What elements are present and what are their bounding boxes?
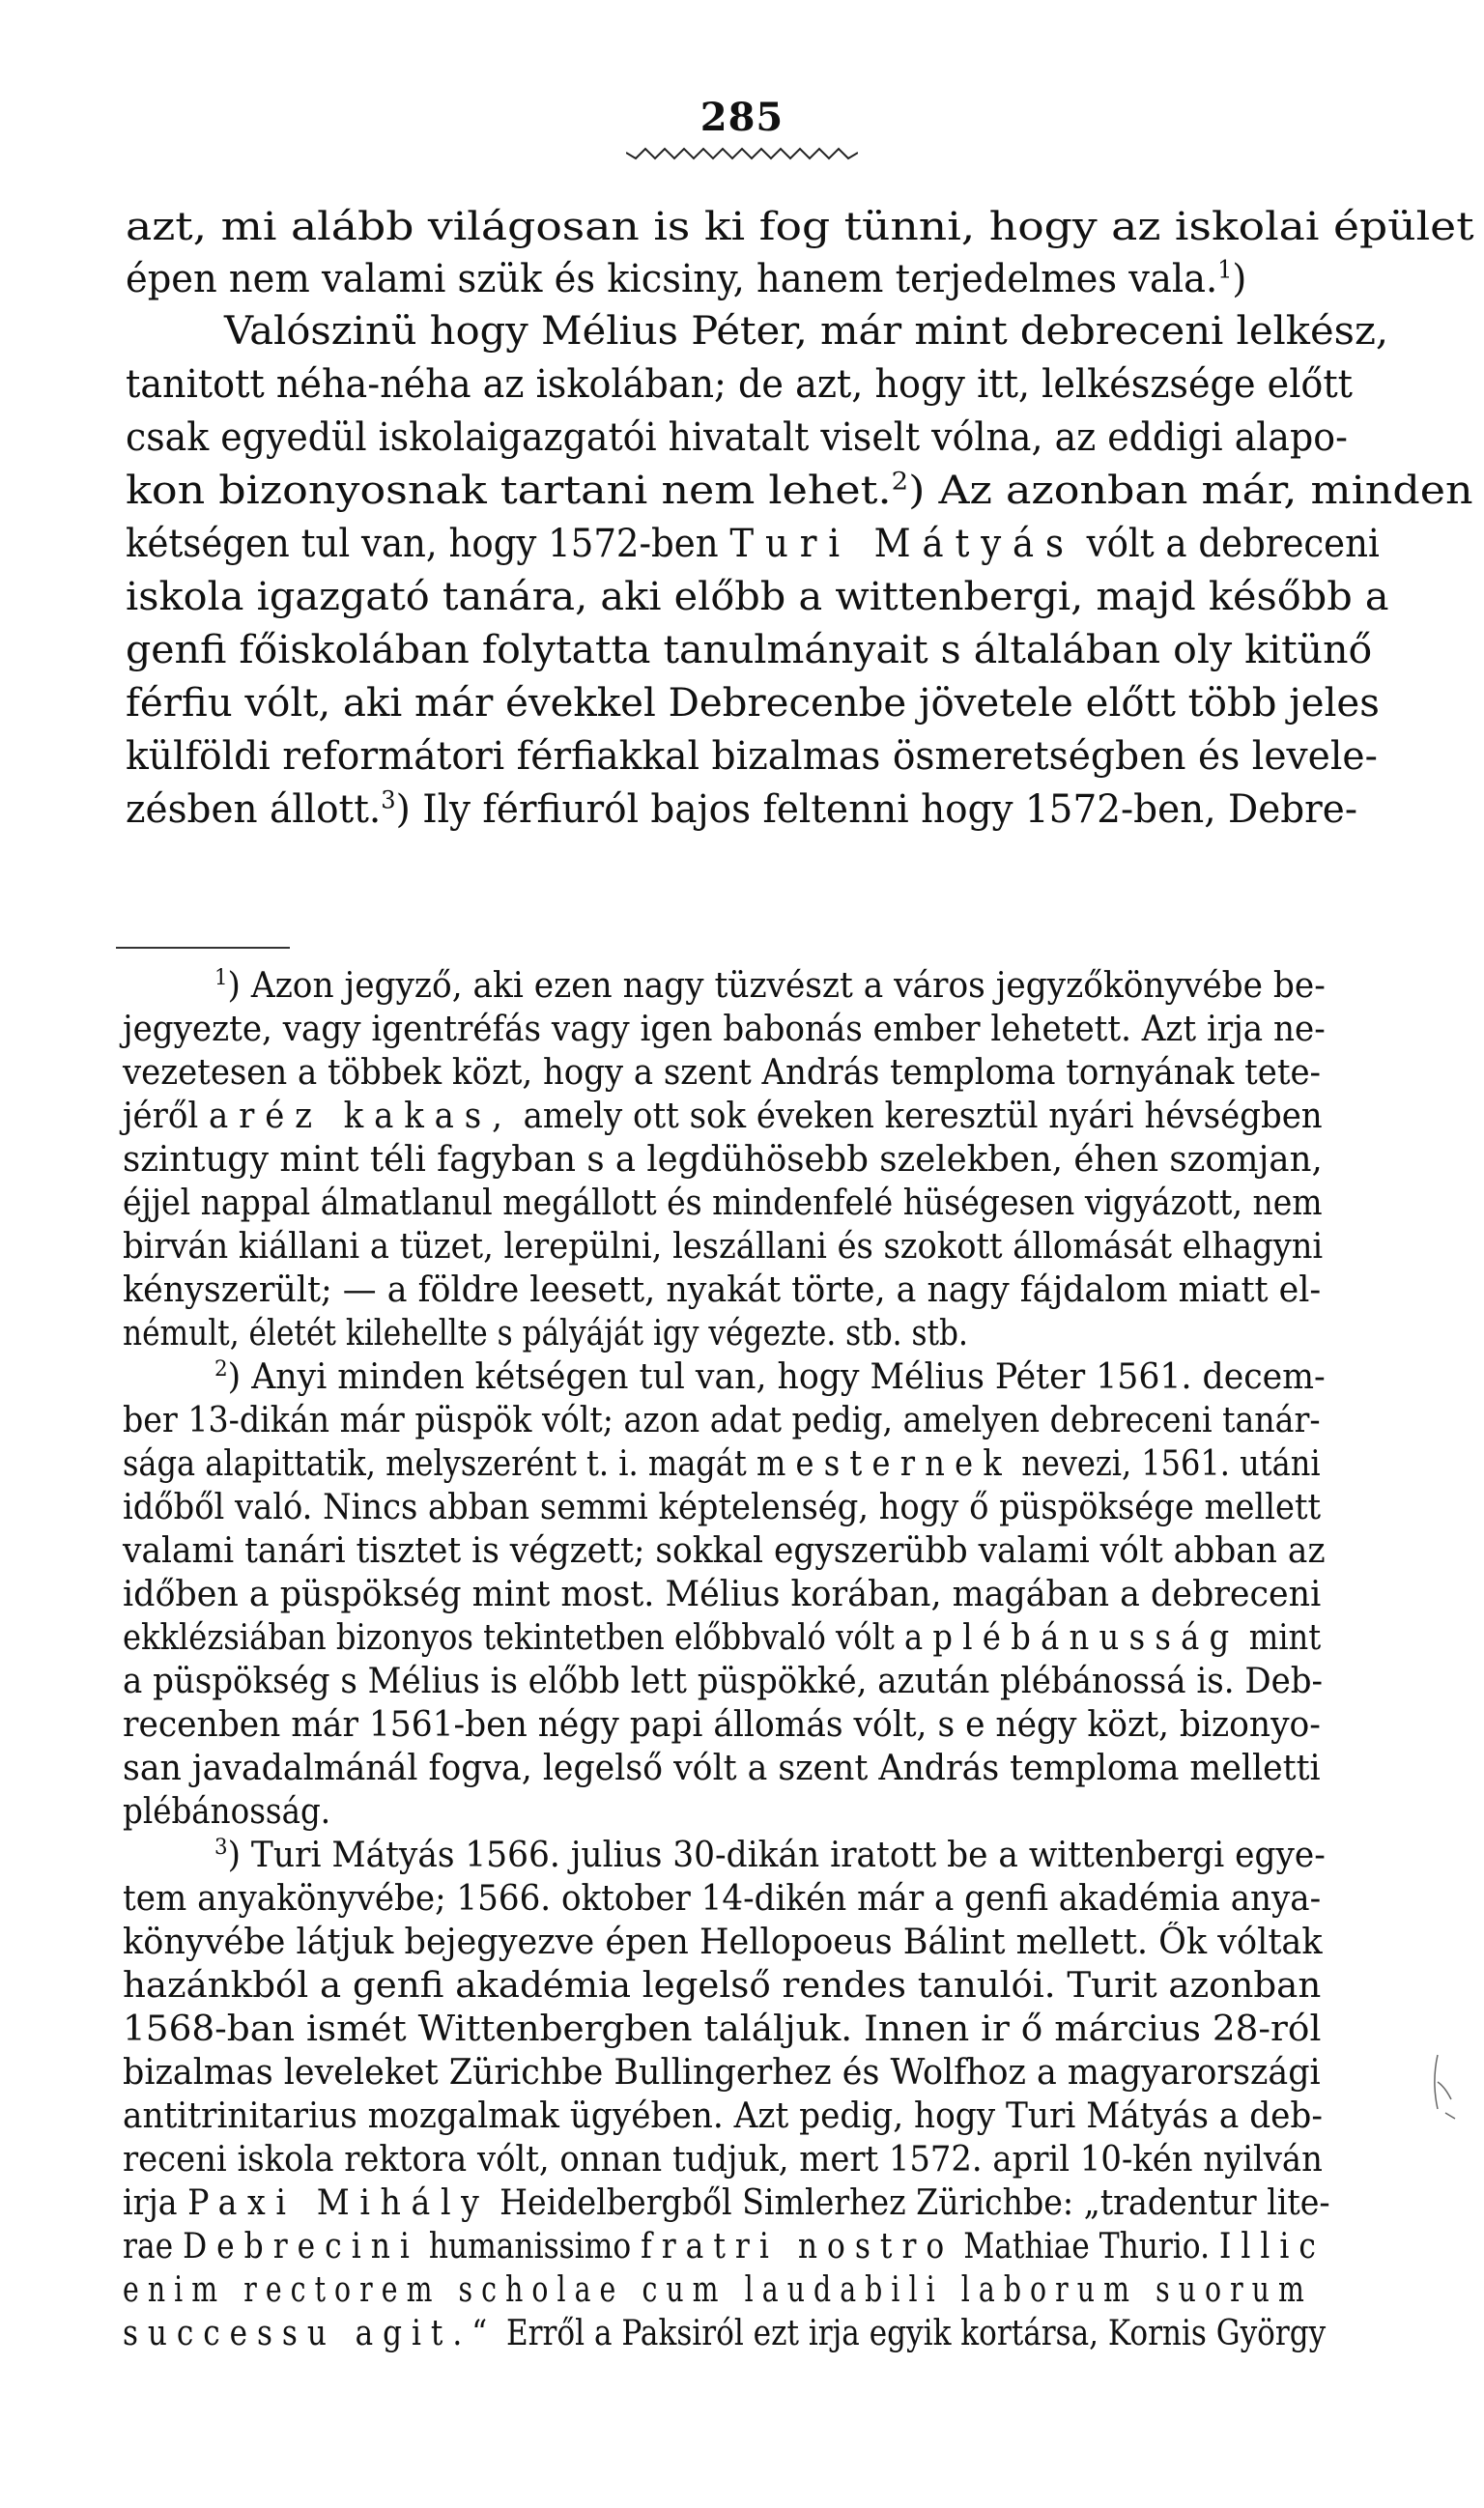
footnote-2-line-5: valami tanári tisztet is végzett; sokkal egyszerübb valami vólt abban az [123,1531,1326,1571]
spaced-word: mesternek [756,1444,1013,1484]
spaced-name: Turi Mátyás [729,520,1075,566]
footnote-mark: 1 [214,965,228,990]
footnote-text: amely ott sok éveken keresztül nyári hévségben [523,1097,1323,1136]
main-line-3: Valószinü hogy Mélius Péter, már mint debreceni lelkész, [224,307,1389,354]
footnote-text: humanissimo [428,2227,632,2266]
footnote-2-line-7 [123,1618,1321,1658]
footnote-text: mint [1248,1618,1322,1658]
footnote-1-line-7: birván kiállani a tüzet, lerepülni, leszállani és szokott állomását elhagyni [123,1227,1324,1267]
spaced-name: Paxi Mihály [187,2183,490,2223]
spaced-phrase: fratri nostro [641,2227,955,2266]
main-line-8: iskola igazgató tanára, aki előbb a wittenbergi, majd később a [126,573,1389,619]
footnote-3-line-10 [123,2227,1326,2266]
footnote-1-line-8: kényszerült; — a földre leesett, nyakát törte, a nagy fájdalom miatt el- [123,1270,1322,1310]
main-line-9: genfi főiskolában folytatta tanulmányait s általában oly kitünő [126,626,1373,672]
page-number: 285 [699,95,785,140]
footnote-3-line-12 [123,2314,1326,2353]
footnote-ref: 1 [1217,255,1233,284]
footnote-3-line-1: $^3$) Turi Mátyás 1566. julius 30-dikán iratott be a wittenbergi egye- [214,1835,1326,1875]
footnote-2-line-6: időben a püspökség mint most. Mélius korában, magában a debreceni [123,1575,1322,1614]
footnote-2-line-8: a püspökség s Mélius is előbb lett püspökké, azután plébánossá is. Deb- [123,1662,1324,1701]
main-text: Ily férfiuról bajos feltenni hogy 1572-ben, Debre- [422,785,1357,832]
main-line-7 [126,520,1380,566]
footnote-divider [116,947,290,949]
footnote-2-line-3 [123,1444,1321,1484]
main-line-2: épen nem valami szük és kicsiny, hanem terjedelmes vala.$^1$) [126,255,1247,301]
footnote-ref: 2 [891,467,909,496]
footnote-text: sága alapittatik, melyszerént t. i. magát [123,1444,747,1484]
main-line-4: tanitott néha-néha az iskolában; de azt, hogy itt, lelkészsége előtt [126,360,1353,407]
footnote-2-line-4: időből való. Nincs abban semmi képtelenség, hogy ő püspöksége mellett [123,1488,1322,1527]
footnote-3-line-9 [123,2183,1330,2223]
footnote-3-line-8: receni iskola rektora vólt, onnan tudjuk, mert 1572. april 10-kén nyilván [123,2140,1323,2180]
footnote-3-line-2: tem anyakönyvébe; 1566. oktober 14-dikén már a genfi akadémia anya- [123,1879,1322,1919]
footnote-1-line-5: szintugy mint téli fagyban s a legdühösebb szelekben, éhen szomjan, [123,1140,1323,1180]
footnote-text: Turi Mátyás 1566. julius 30-dikán iratott be a wittenbergi egye- [250,1836,1326,1875]
footnote-2-line-11: plébánosság. [123,1792,331,1832]
footnote-1-line-9: némult, életét kilehellte s pályáját igy végezte. stb. stb. [123,1314,968,1354]
main-line-6: kon bizonyosnak tartani nem lehet.$^2$) Az azonban már, minden [126,467,1473,513]
footnote-ref: 3 [381,785,396,814]
main-text: épen nem valami szük és kicsiny, hanem terjedelmes vala. [126,255,1218,301]
footnote-1-line-6: éjjel nappal álmatlanul megállott és mindenfelé hüségesen vigyázott, nem [123,1183,1323,1223]
footnote-1-line-4 [123,1097,1323,1136]
footnote-3-line-5: 1568-ban ismét Wittenbergben találjuk. Innen ir ő március 28-ról [123,2009,1322,2049]
margin-bracket-mark [1430,2053,1459,2140]
footnote-text: rae [123,2227,174,2266]
footnote-text: Mathiae Thurio. [963,2227,1211,2266]
footnote-1-line-3: vezetesen a többek közt, hogy a szent András temploma tornyának tete- [123,1053,1321,1093]
main-text: kétségen tul van, hogy 1572-ben [126,520,719,566]
footnote-mark: 3 [214,1835,228,1860]
footnote-text: Erről a Paksiról ezt irja egyik kortársa, Kornis György [505,2314,1327,2353]
spaced-phrase: enim rectorem scholae cum laudabili laborum suorum [123,2270,1313,2310]
ornament-rule [626,145,858,160]
footnote-text: Anyi minden kétségen tul van, hogy Mélius Péter 1561. decem- [251,1357,1326,1397]
spaced-phrase: successu agit.“ [123,2314,498,2353]
main-text: kon bizonyosnak tartani nem lehet. [126,467,892,513]
footnote-3-line-11 [123,2270,1313,2310]
footnote-mark: 2 [214,1356,228,1382]
footnote-text: ekklézsiában bizonyos tekintetben előbbvaló vólt a [123,1618,924,1658]
footnote-3-line-7: antitrinitarius mozgalmak ügyében. Azt pedig, hogy Turi Mátyás a deb- [123,2096,1323,2136]
spaced-word: plébánusság [932,1618,1240,1658]
footnote-2-line-2: ber 13-dikán már püspök vólt; azon adat pedig, amelyen debreceni tanár- [123,1401,1321,1440]
footnote-2-line-10: san javadalmánál fogva, legelső vólt a szent András temploma melletti [123,1749,1321,1788]
footnote-2-line-9: recenben már 1561-ben négy papi állomás vólt, s e négy közt, bizonyo- [123,1705,1321,1745]
main-text: vólt a debreceni [1086,520,1380,566]
footnote-text: Azon jegyző, aki ezen nagy tüzvészt a város jegyzőkönyvébe be- [250,966,1326,1006]
main-line-10: férfiu vólt, aki már évekkel Debrecenbe jövetele előtt több jeles [126,679,1380,726]
footnote-1-line-2: jegyezte, vagy igentréfás vagy igen babonás ember lehetett. Azt irja ne- [123,1010,1326,1049]
footnote-1-line-1: $^1$) Azon jegyző, aki ezen nagy tüzvészt a város jegyzőkönyvébe be- [214,965,1326,1006]
spaced-phrase: réz kakas, [239,1097,513,1136]
main-line-5: csak egyedül iskolaigazgatói hivatalt viselt vólna, az eddigi alapo- [126,413,1348,460]
main-text: Az azonban már, minden [938,467,1473,513]
footnote-text: Heidelbergből Simlerhez Zürichbe: „tradentur lite- [499,2183,1330,2223]
footnote-3-line-4: hazánkból a genfi akadémia legelső rendes tanulói. Turit azonban [123,1966,1322,2006]
main-text: zésben állott. [126,785,382,832]
main-line-1: azt, mi alább világosan is ki fog tünni, hogy az iskolai épület [126,203,1474,249]
spaced-word: Illic [1218,2227,1326,2266]
footnote-text: nevezi, 1561. utáni [1021,1444,1321,1484]
main-line-11: külföldi reformátori férfiakkal bizalmas ösmeretségben és levele- [126,732,1378,779]
footnote-text: jéről a [123,1097,229,1136]
footnote-text: irja [123,2183,178,2223]
footnote-2-line-1: $^2$) Anyi minden kétségen tul van, hogy Mélius Péter 1561. decem- [214,1356,1326,1397]
main-line-12: zésben állott.$^3$) Ily férfiuról bajos feltenni hogy 1572-ben, Debre- [126,785,1357,832]
footnote-3-line-6: bizalmas leveleket Zürichbe Bullingerhez és Wolfhoz a magyarországi [123,2053,1321,2093]
spaced-word: Debrecini [183,2227,419,2266]
footnote-3-line-3: könyvébe látjuk bejegyezve épen Hellopoeus Bálint mellett. Ők vóltak [123,1923,1323,1962]
